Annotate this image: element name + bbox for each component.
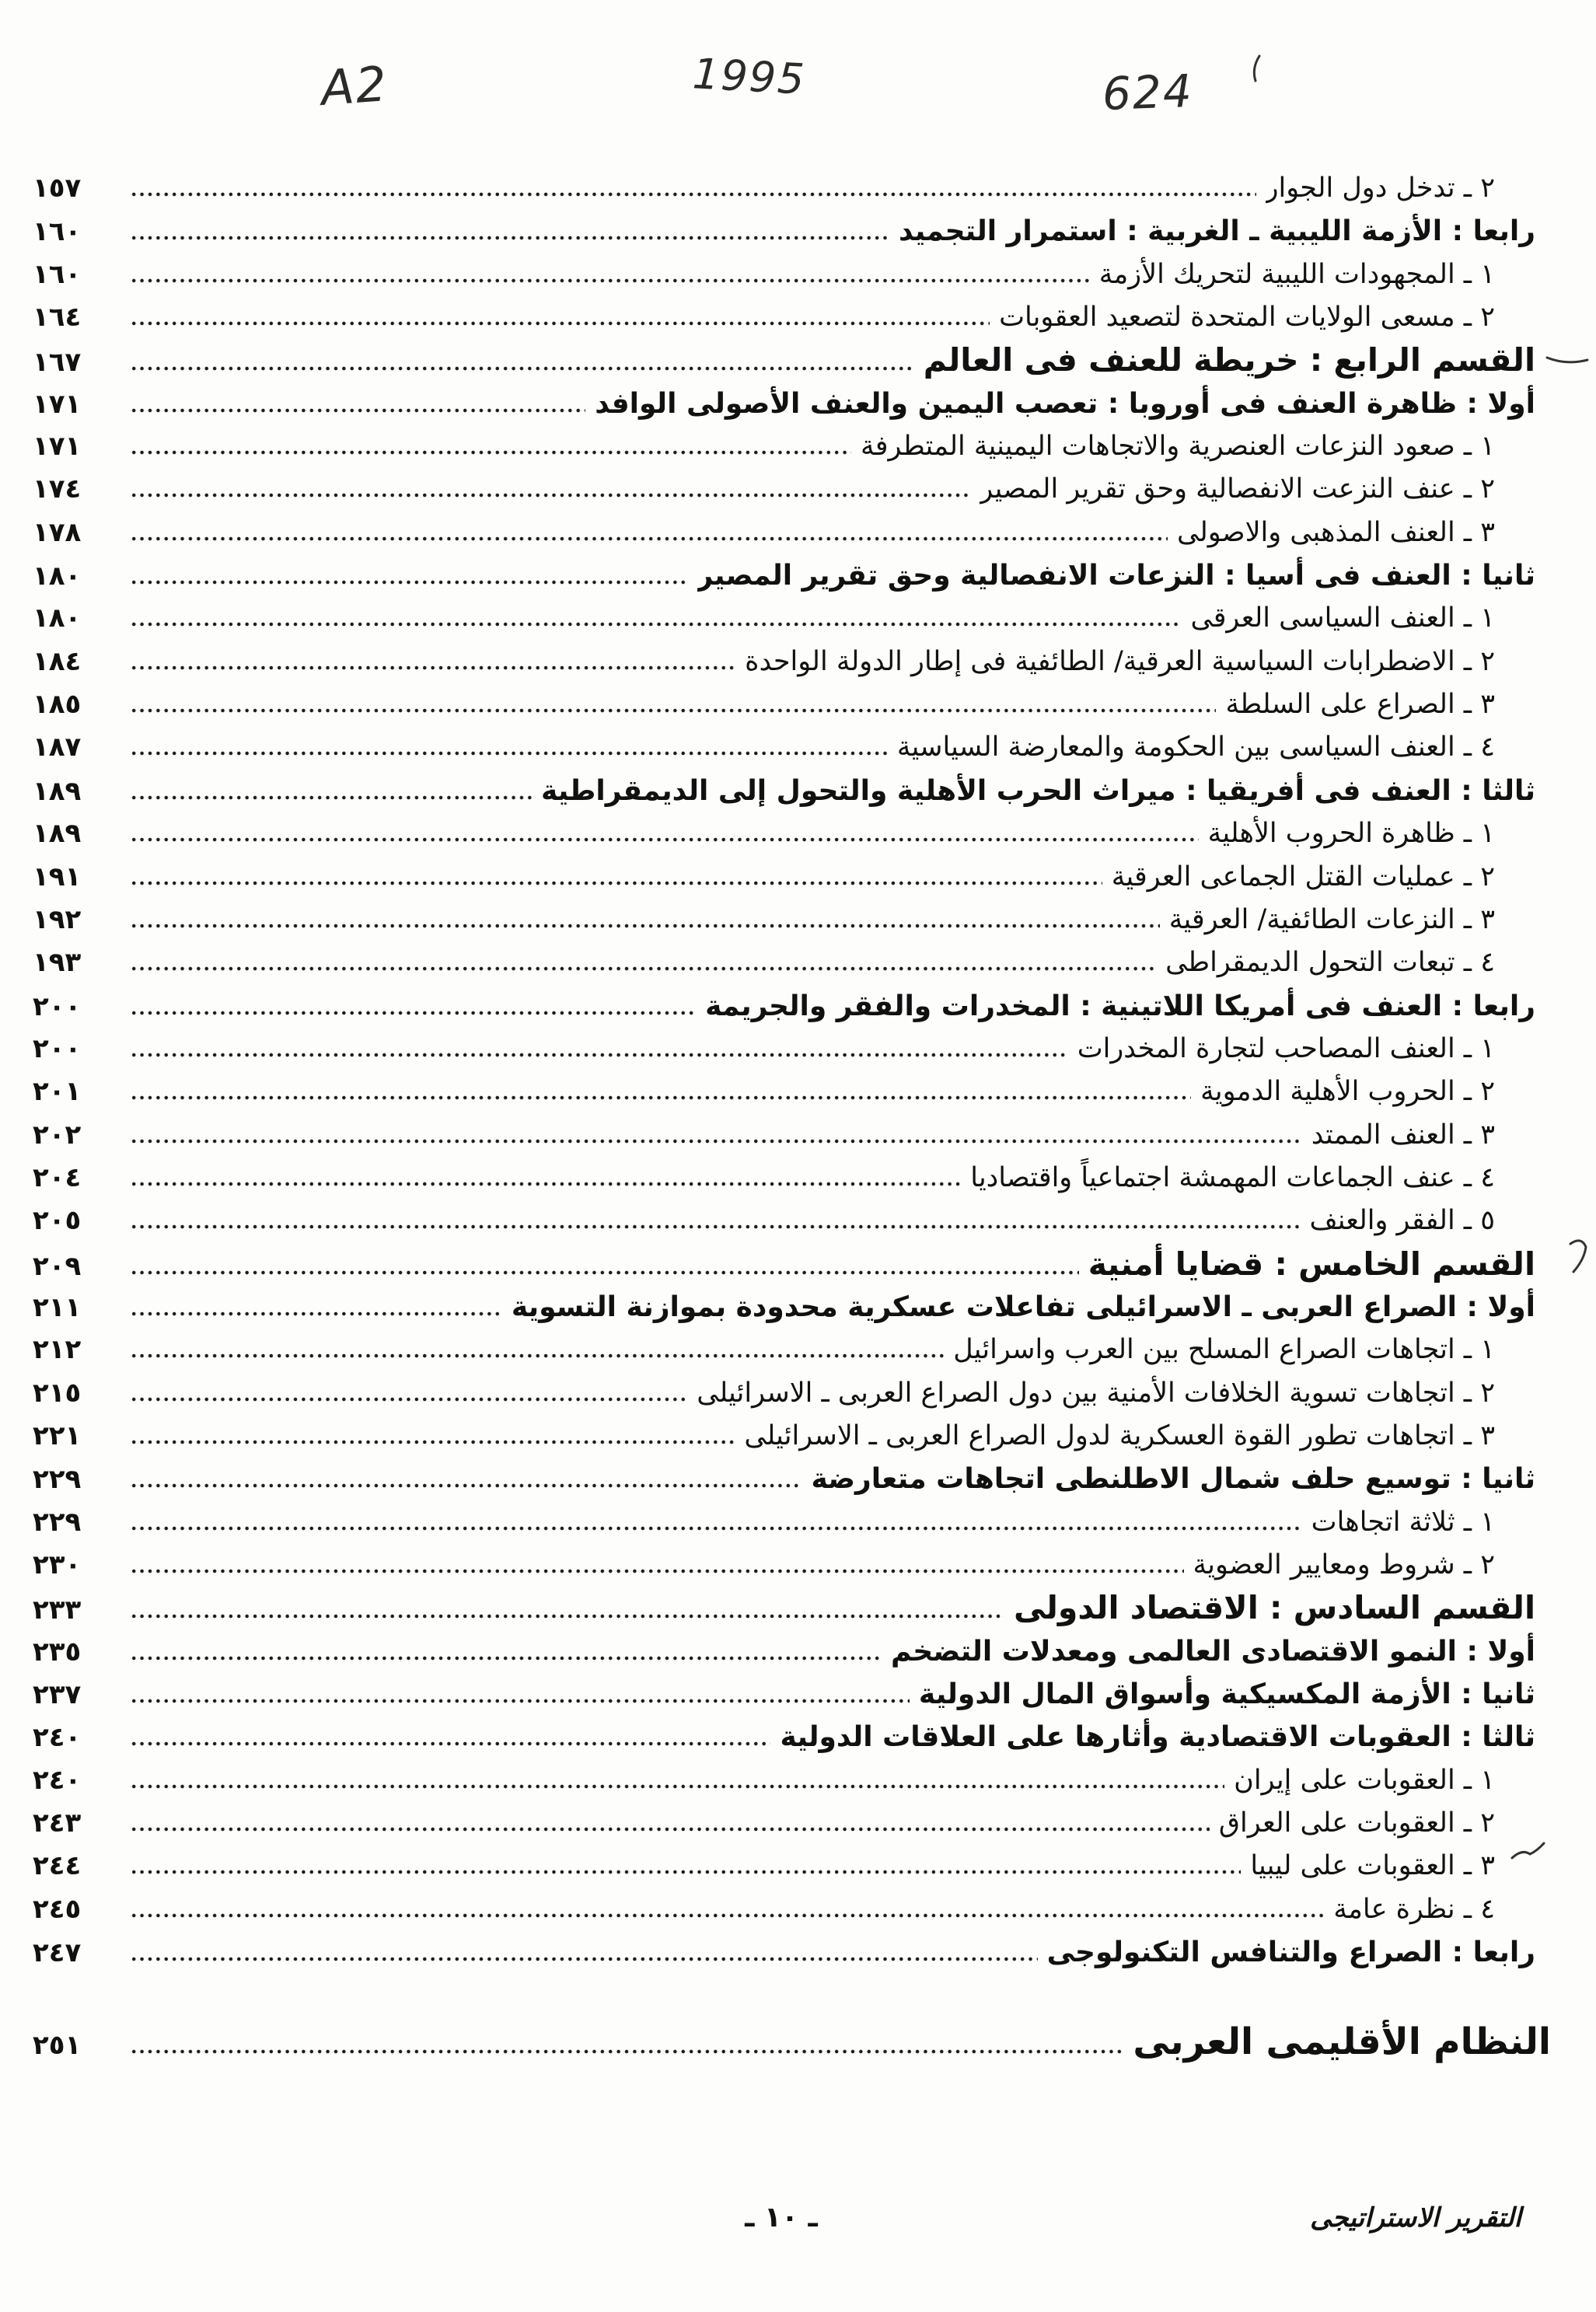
toc-item (33, 1157, 1535, 1200)
toc-page-number: ١٧١ (33, 388, 82, 420)
toc-item (33, 1415, 1535, 1458)
toc-item (33, 1544, 1535, 1587)
toc-item-title: ١ ـ صعود النزعات العنصرية والاتجاهات اليمينية المتطرفة (861, 431, 1495, 463)
toc-item-title: ٣ ـ العنف المذهبى والاصولى (1176, 516, 1495, 548)
toc-heading-title: ثالثا : العنف فى أفريقيا : ميراث الحرب الأهلية والتحول إلى الديمقراطية (540, 774, 1535, 807)
toc-item (33, 167, 1535, 210)
toc-page-number: ١٧٨ (33, 516, 82, 548)
dot-leader (130, 1656, 882, 1661)
toc-heading-title: أولا : الصراع العربى ـ الاسرائيلى تفاعلات عسكرية محدودة بموازنة التسوية (511, 1290, 1535, 1323)
toc-item (33, 1372, 1535, 1415)
toc-item (33, 726, 1535, 769)
dot-leader (130, 1569, 1184, 1573)
toc-page-number: ١٦٤ (33, 302, 82, 334)
toc-part-heading (33, 2018, 1551, 2066)
dot-leader (130, 665, 735, 670)
toc-heading-title: ثانيا : العنف فى أسيا : النزعات الانفصالية وحق تقرير المصير (697, 560, 1535, 592)
dot-leader (130, 1353, 944, 1358)
dot-leader (130, 1053, 1068, 1057)
toc-item (33, 253, 1535, 296)
dot-leader (130, 580, 688, 585)
toc-item (33, 512, 1535, 554)
dot-leader (130, 366, 914, 371)
toc-section-heading (33, 339, 1535, 382)
dot-leader (130, 966, 1156, 971)
toc-page-number: ١٨٩ (33, 775, 82, 807)
toc-page-number: ٢٢٩ (33, 1464, 82, 1496)
dot-leader (130, 1139, 1302, 1144)
dot-leader (130, 1483, 801, 1488)
toc-item (33, 899, 1535, 941)
dot-leader (130, 450, 851, 455)
toc-page-number: ٢٤٧ (33, 1937, 82, 1969)
toc-heading-title: ثانيا : توسيع حلف شمال الاطلنطى اتجاهات متعارضة (811, 1463, 1535, 1496)
dot-leader (130, 408, 585, 413)
toc-page-number: ٢٢١ (33, 1420, 82, 1451)
dot-leader (130, 536, 1168, 541)
toc-item-title: ٤ ـ نظرة عامة (1333, 1893, 1495, 1925)
toc-section-title: القسم السادس : الاقتصاد الدولى (1014, 1589, 1535, 1627)
margin-mark (1254, 56, 1259, 81)
toc-heading (33, 1931, 1535, 1974)
dot-leader (130, 2049, 1123, 2054)
toc-item (33, 1802, 1535, 1845)
dot-leader (130, 1699, 910, 1703)
toc-page-number: ٢٢٩ (33, 1506, 82, 1538)
footer-page-number: ـ ١٠ ـ (745, 2202, 818, 2233)
toc-page-number: ٢٠١ (33, 1076, 82, 1108)
toc-heading-title: أولا : ظاهرة العنف فى أوروبا : تعصب اليمين والعنف الأصولى الوافد (595, 387, 1535, 420)
toc-page-number: ١٨٥ (33, 689, 82, 721)
toc-page-number: ٢٠٠ (33, 990, 82, 1022)
toc-item (33, 296, 1535, 339)
toc-item (33, 1845, 1535, 1888)
toc-item-title: ٢ ـ عمليات القتل الجماعى العرقية (1111, 861, 1495, 892)
toc-item-title: ١ ـ المجهودات الليبية لتحريك الأزمة (1098, 258, 1495, 290)
toc-item (33, 1028, 1535, 1070)
toc-item-title: ٢ ـ اتجاهات تسوية الخلافات الأمنية بين دول الصراع العربى ـ الاسرائيلى (697, 1377, 1495, 1409)
toc-item (33, 641, 1535, 683)
dot-leader (130, 622, 1182, 627)
margin-mark (1570, 1241, 1586, 1272)
toc-item (33, 683, 1535, 726)
dot-leader (130, 1913, 1324, 1918)
toc-item (33, 941, 1535, 984)
dot-leader (130, 1224, 1300, 1229)
toc-page-number: ١٨٠ (33, 602, 82, 634)
toc-page-number: ٢٣٥ (33, 1636, 82, 1668)
dot-leader (130, 1440, 735, 1444)
toc-item (33, 425, 1535, 468)
toc-item-title: ٣ ـ العنف الممتد (1311, 1119, 1495, 1151)
toc-page-number: ١٩٣ (33, 947, 82, 979)
toc-item (33, 1070, 1535, 1113)
toc-page-number: ٢٠٥ (33, 1205, 82, 1237)
toc-page-number: ١٨٤ (33, 645, 82, 677)
toc-item-title: ٣ ـ الصراع على السلطة (1225, 689, 1495, 721)
toc-page-number: ٢٣٠ (33, 1549, 82, 1580)
toc-item (33, 597, 1535, 640)
toc-item-title: ١ ـ العنف السياسى العرقى (1190, 602, 1495, 634)
dot-leader (130, 192, 1256, 197)
toc-heading-title: ثانيا : الأزمة المكسيكية وأسواق المال الدولية (918, 1678, 1535, 1711)
toc-heading (33, 382, 1535, 425)
toc-item-title: ١ ـ العقوبات على إيران (1234, 1764, 1495, 1796)
toc-page-number: ٢٠٠ (33, 1032, 82, 1064)
toc-heading (33, 985, 1535, 1028)
dot-leader (130, 1182, 961, 1186)
toc-page-number: ٢٣٣ (33, 1594, 82, 1626)
dot-leader (130, 1957, 1038, 1961)
dot-leader (130, 1311, 502, 1316)
toc-item-title: ٤ ـ العنف السياسى بين الحكومة والمعارضة السياسية (896, 732, 1495, 763)
toc-page-number: ١٧٤ (33, 473, 82, 505)
toc-item (33, 1501, 1535, 1544)
toc-page-number: ٢٠٤ (33, 1161, 82, 1193)
dot-leader (130, 321, 990, 326)
toc-item-title: ٤ ـ عنف الجماعات المهمشة اجتماعياً واقتصاديا (970, 1161, 1495, 1193)
toc-heading-title: رابعا : الأزمة الليبية ـ الغربية : استمرار التجميد (898, 215, 1535, 248)
toc-heading (33, 1716, 1535, 1758)
toc-heading-title: رابعا : الصراع والتنافس التكنولوجى (1046, 1937, 1535, 1969)
toc-page-number: ١٨٠ (33, 561, 82, 592)
toc-page-number: ٢٤٤ (33, 1850, 82, 1882)
dot-leader (130, 1870, 1241, 1874)
dot-leader (130, 837, 1199, 842)
toc-page-number: ١٦٠ (33, 216, 82, 248)
toc-part-title: النظام الأقليمى العربى (1133, 2020, 1551, 2063)
toc-item (33, 1200, 1535, 1242)
dot-leader (130, 1526, 1302, 1531)
handwritten-note: 624 (1101, 64, 1194, 121)
toc-page-number: ٢٤٥ (33, 1893, 82, 1925)
dot-leader (130, 236, 889, 240)
handwritten-note: 1995 (691, 49, 808, 104)
toc-item-title: ٣ ـ اتجاهات تطور القوة العسكرية لدول الصراع العربى ـ الاسرائيلى (744, 1420, 1495, 1451)
toc-item-title: ٥ ـ الفقر والعنف (1309, 1205, 1495, 1237)
dot-leader (130, 1741, 770, 1746)
dot-leader (130, 1614, 1004, 1619)
dot-leader (130, 924, 1160, 928)
toc-page-number: ١٦٧ (33, 347, 82, 379)
toc-heading (33, 1673, 1535, 1716)
toc-page-number: ٢٠٩ (33, 1250, 82, 1282)
toc-item-title: ٢ ـ تدخل دول الجوار (1265, 173, 1495, 204)
toc-item-title: ٤ ـ تبعات التحول الديمقراطى (1165, 947, 1495, 979)
dot-leader (130, 1011, 696, 1015)
toc-page-number: ١٦٠ (33, 258, 82, 290)
toc-item-title: ١ ـ ثلاثة اتجاهات (1311, 1506, 1495, 1538)
dot-leader (130, 1095, 1191, 1100)
dot-leader (130, 1827, 1210, 1832)
toc-item-title: ٣ ـ النزعات الطائفية/ العرقية (1168, 903, 1495, 935)
toc-page-number: ٢٤٣ (33, 1807, 82, 1839)
toc-page-number: ١٨٧ (33, 732, 82, 763)
toc-item (33, 1888, 1535, 1931)
toc-page-number: ٢٤٠ (33, 1722, 82, 1754)
toc-item-title: ١ ـ ظاهرة الحروب الأهلية (1207, 818, 1495, 850)
toc-item-title: ١ ـ اتجاهات الصراع المسلح بين العرب واسرائيل (953, 1334, 1495, 1366)
dot-leader (130, 493, 970, 498)
footer-publication-title: التقرير الاستراتيجى (1310, 2202, 1521, 2233)
toc-page-number: ١٩٢ (33, 903, 82, 935)
dot-leader (130, 278, 1090, 283)
toc-item-title: ٢ ـ مسعى الولايات المتحدة لتصعيد العقوبات (999, 302, 1495, 334)
toc-heading (33, 554, 1535, 597)
toc-page-number: ٢١٥ (33, 1377, 82, 1409)
toc-page-number: ٢١١ (33, 1291, 82, 1323)
dot-leader (130, 1784, 1224, 1789)
toc-heading (33, 1458, 1535, 1500)
toc-page-number: ٢٠٢ (33, 1119, 82, 1151)
toc-item-title: ٢ ـ العقوبات على العراق (1218, 1807, 1495, 1839)
toc-section-title: القسم الرابع : خريطة للعنف فى العالم (923, 341, 1535, 379)
toc-page-number: ٢٥١ (33, 2030, 82, 2061)
toc-heading (33, 1286, 1535, 1329)
toc-section-title: القسم الخامس : قضايا أمنية (1088, 1245, 1535, 1283)
toc-heading (33, 1630, 1535, 1673)
toc-section-heading (33, 1243, 1535, 1286)
toc-item (33, 856, 1535, 899)
toc-page-number: ٢٣٧ (33, 1679, 82, 1711)
toc-page-number: ١٥٧ (33, 173, 82, 204)
toc-item (33, 1114, 1535, 1157)
toc-item-title: ٢ ـ شروط ومعايير العضوية (1193, 1549, 1495, 1580)
toc-heading-title: أولا : النمو الاقتصادى العالمى ومعدلات التضخم (891, 1635, 1535, 1668)
toc-item-title: ٢ ـ عنف النزعت الانفصالية وحق تقرير المصير (980, 473, 1495, 505)
toc-item (33, 1759, 1535, 1802)
toc-item-title: ١ ـ العنف المصاحب لتجارة المخدرات (1077, 1032, 1495, 1064)
dot-leader (130, 795, 532, 800)
dot-leader (130, 1397, 687, 1402)
dot-leader (130, 1270, 1079, 1275)
toc-heading-title: رابعا : العنف فى أمريكا اللاتينية : المخدرات والفقر والجريمة (705, 990, 1535, 1022)
dot-leader (130, 751, 888, 756)
table-of-contents (33, 167, 1535, 1974)
margin-mark (1547, 358, 1587, 362)
toc-heading (33, 210, 1535, 253)
toc-page-number: ٢٤٠ (33, 1764, 82, 1796)
toc-section-heading (33, 1587, 1535, 1629)
handwritten-note: A2 (319, 55, 390, 117)
toc-page-number: ١٨٩ (33, 818, 82, 850)
toc-item (33, 468, 1535, 511)
toc-item-title: ٢ ـ الحروب الأهلية الدموية (1200, 1076, 1495, 1108)
dot-leader (130, 708, 1216, 713)
toc-item (33, 1329, 1535, 1371)
toc-item (33, 812, 1535, 855)
toc-page-number: ١٩١ (33, 861, 82, 892)
toc-page-number: ١٧١ (33, 431, 82, 463)
toc-page-number: ٢١٢ (33, 1334, 82, 1366)
toc-heading-title: ثالثا : العقوبات الاقتصادية وأثارها على العلاقات الدولية (780, 1721, 1535, 1754)
toc-heading (33, 770, 1535, 812)
toc-item-title: ٣ ـ العقوبات على ليبيا (1250, 1850, 1495, 1882)
toc-item-title: ٢ ـ الاضطرابات السياسية العرقية/ الطائفية فى إطار الدولة الواحدة (745, 645, 1495, 677)
dot-leader (130, 881, 1102, 885)
